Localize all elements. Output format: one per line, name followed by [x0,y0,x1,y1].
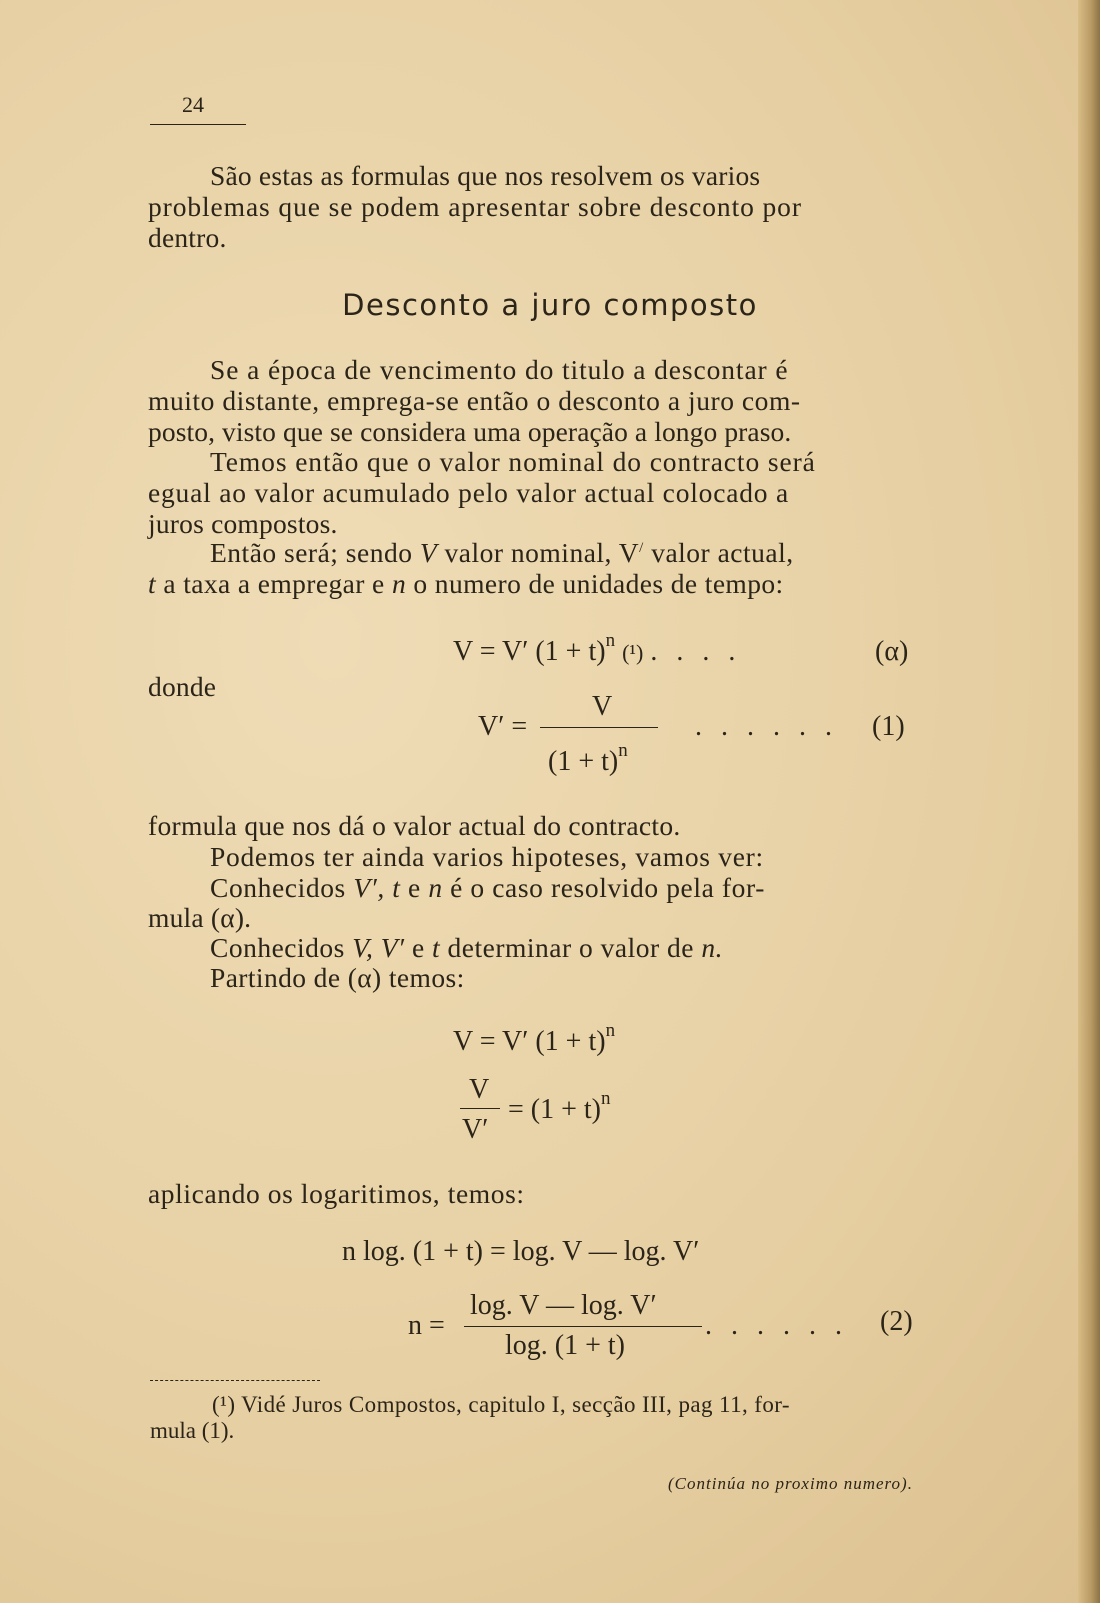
formula-log: n log. (1 + t) = log. V — log. V′ [342,1236,700,1267]
para2-line-2: egual ao valor acumulado pelo valor actual colocado a [148,477,790,508]
para5-line: aplicando os logaritimos, temos: [148,1178,525,1209]
page-number: 24 [182,92,204,117]
formula-2-denominator: log. (1 + t) [505,1330,625,1361]
formula-2-fraction-bar [464,1326,702,1327]
formula-2-label: (2) [880,1306,913,1337]
formula-1-lhs: V′ = [478,711,528,742]
formula-1-label: (1) [872,711,905,742]
section-heading: Desconto a juro composto [342,288,758,322]
formula-1-fraction-bar [540,727,658,728]
formula-eq2-denominator: V′ [462,1114,489,1145]
formula-1-dots: . . . . . . [695,711,838,742]
formula-2-numerator: log. V — log. V′ [470,1290,657,1321]
para4-line-6: Partindo de (α) temos: [210,962,465,993]
para4-line-5: Conhecidos V, V′ e t determinar o valor de n. [210,932,723,963]
formula-2-dots: . . . . . . [705,1310,848,1341]
donde-label: donde [148,671,217,702]
footnote-line-1: (¹) Vidé Juros Compostos, capitulo I, secção III, pag 11, for- [212,1392,790,1417]
para1-line-2: muito distante, emprega-se então o desconto a juro com- [148,385,801,416]
formula-alpha-label: (α) [875,636,909,667]
footnote-rule [150,1380,320,1381]
para1-line-3: posto, visto que se considera uma operação a longo praso. [148,416,792,447]
para3-line-2: t a taxa a empregar e n o numero de unidades de tempo: [148,568,784,599]
formula-eq1: V = V′ $(1 + t)^n$ [453,1020,616,1057]
para4-line-1: formula que nos dá o valor actual do contracto. [148,810,681,841]
continua-note: (Continúa no proximo numero). [668,1474,913,1493]
formula-1-numerator: V [592,691,613,722]
para2-line-1: Temos então que o valor nominal do contracto será [210,446,816,477]
para2-line-3: juros compostos. [148,508,338,539]
page-number-rule [150,124,246,125]
para1-line-1: Se a época de vencimento do titulo a descontar é [210,354,789,385]
para4-line-3: Conhecidos V′, t e n é o caso resolvido pela for- [210,872,765,903]
intro-line-2: problemas que se podem apresentar sobre desconto por [148,191,802,222]
formula-alpha: V = V′ $(1 + t)^n$ (¹) . . . . [453,630,742,667]
footnote-line-2: mula (1). [150,1418,235,1443]
formula-1-denominator: $(1 + t)^n$ [548,740,628,777]
para3-line-1: Então será; sendo V valor nominal, V/ valor actual, [210,537,794,568]
formula-2-lhs: n = [408,1310,445,1341]
formula-eq2-right: = $(1 + t)^n$ [508,1088,611,1125]
para4-line-4: mula (α). [148,902,252,933]
para4-line-2: Podemos ter ainda varios hipoteses, vamos ver: [210,841,764,872]
page-spine-edge [1078,0,1100,1603]
intro-line-1: São estas as formulas que nos resolvem os varios [210,160,761,191]
formula-eq2-fraction-bar [460,1108,500,1109]
formula-eq2-numerator: V [469,1074,490,1105]
intro-line-3: dentro. [148,222,227,253]
